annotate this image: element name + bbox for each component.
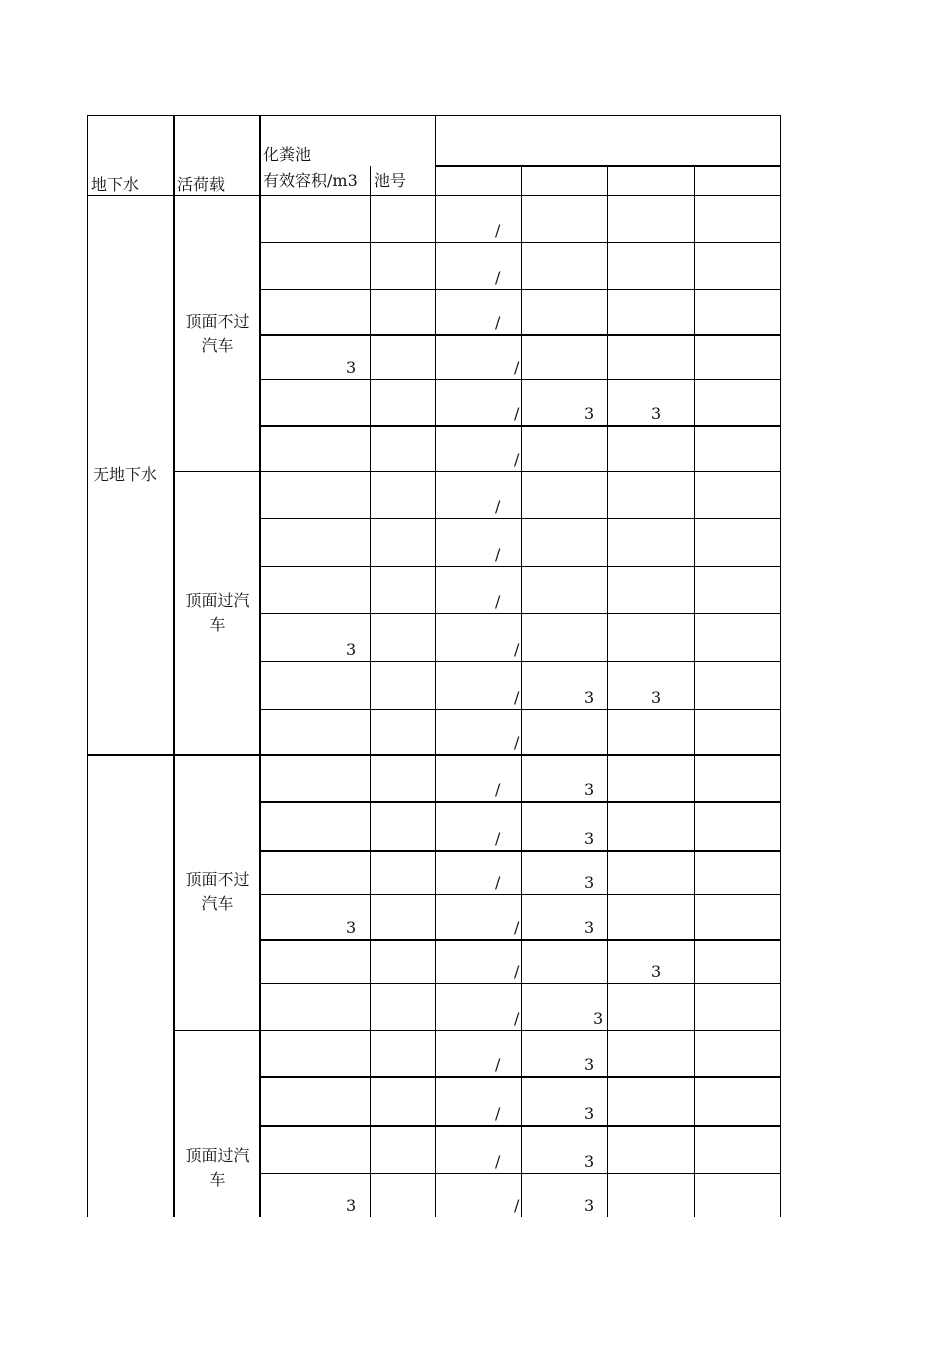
load-label-line2: 车	[209, 1170, 226, 1189]
grid-line-row	[259, 983, 780, 984]
grid-line-vertical	[607, 166, 608, 1217]
grid-line-row	[259, 289, 780, 290]
slash-mark: /	[495, 780, 501, 799]
slash-mark: /	[495, 221, 501, 240]
slash-mark: /	[495, 545, 501, 564]
grid-line-vertical	[694, 166, 695, 1217]
slash-mark: /	[495, 1152, 501, 1171]
grid-line-row	[259, 334, 780, 336]
slash-mark: /	[514, 688, 520, 707]
header-septic-tank: 化粪池	[263, 145, 312, 164]
slash-mark: /	[514, 918, 520, 937]
load-label-line1: 顶面不过	[185, 870, 250, 889]
slash-mark: /	[514, 450, 520, 469]
load-label-line2: 汽车	[201, 336, 234, 355]
load-label-line1: 顶面过汽	[185, 1146, 250, 1165]
load-label-line1: 顶面不过	[185, 312, 250, 331]
column-value: 3	[584, 829, 595, 848]
column-value: 3	[651, 404, 662, 423]
load-label-line1: 顶面过汽	[185, 591, 250, 610]
slash-mark: /	[495, 1055, 501, 1074]
grid-line-vertical	[370, 166, 371, 1217]
slash-mark: /	[495, 829, 501, 848]
slash-mark: /	[495, 497, 501, 516]
grid-line-row	[259, 379, 780, 380]
slash-mark: /	[514, 640, 520, 659]
header-effective-volume: 有效容积/m3	[263, 171, 358, 190]
grid-line-load-divider	[173, 1030, 259, 1031]
grid-line-row	[259, 566, 780, 567]
grid-line-row	[259, 939, 780, 941]
load-label-line2: 汽车	[201, 894, 234, 913]
grid-line-row	[259, 661, 780, 662]
grid-line-vertical	[780, 115, 781, 1217]
grid-line-vertical	[87, 115, 88, 1217]
header-groundwater: 地下水	[91, 175, 140, 194]
slash-mark: /	[495, 592, 501, 611]
column-value: 3	[584, 1196, 595, 1215]
grid-line-row	[259, 850, 780, 852]
grid-line-row	[259, 1076, 780, 1078]
grid-line-row	[259, 1030, 780, 1031]
grid-line-row	[259, 709, 780, 710]
column-value: 3	[651, 688, 662, 707]
load-label-line2: 车	[209, 615, 226, 634]
slash-mark: /	[514, 404, 520, 423]
grid-line-row	[259, 1125, 780, 1127]
column-value: 3	[651, 962, 662, 981]
grid-line-row	[259, 801, 780, 803]
slash-mark: /	[514, 962, 520, 981]
grid-line-vertical	[259, 115, 261, 1217]
slash-mark: /	[495, 873, 501, 892]
grid-line-row	[259, 425, 780, 427]
slash-mark: /	[514, 1009, 520, 1028]
slash-mark: /	[514, 1196, 520, 1215]
column-value: 3	[584, 1104, 595, 1123]
grid-line-vertical	[521, 166, 522, 1217]
column-value: 3	[593, 1009, 604, 1028]
grid-line-load-divider	[173, 471, 259, 472]
slash-mark: /	[495, 1104, 501, 1123]
group-label-no-groundwater: 无地下水	[93, 465, 158, 484]
grid-line-vertical	[173, 115, 175, 1217]
slash-mark: /	[514, 733, 520, 752]
column-value: 3	[584, 873, 595, 892]
slash-mark: /	[495, 268, 501, 287]
grid-line-top	[87, 115, 780, 116]
grid-line-row	[259, 518, 780, 519]
volume-value: 3	[346, 918, 357, 937]
grid-line-vertical	[435, 115, 436, 1217]
volume-value: 3	[346, 1196, 357, 1215]
slash-mark: /	[495, 313, 501, 332]
grid-line-group-divider	[87, 754, 780, 756]
grid-line-row	[259, 471, 780, 472]
header-live-load: 活荷载	[177, 175, 226, 194]
grid-line-header-bottom	[87, 195, 780, 196]
column-value: 3	[584, 918, 595, 937]
grid-line-row	[259, 242, 780, 243]
column-value: 3	[584, 1055, 595, 1074]
column-value: 3	[584, 1152, 595, 1171]
column-value: 3	[584, 780, 595, 799]
header-tank-number: 池号	[374, 171, 407, 190]
grid-line-row	[259, 613, 780, 614]
column-value: 3	[584, 404, 595, 423]
volume-value: 3	[346, 358, 357, 377]
grid-line-row	[259, 894, 780, 895]
volume-value: 3	[346, 640, 357, 659]
column-value: 3	[584, 688, 595, 707]
grid-line-row	[259, 1173, 780, 1174]
slash-mark: /	[514, 358, 520, 377]
